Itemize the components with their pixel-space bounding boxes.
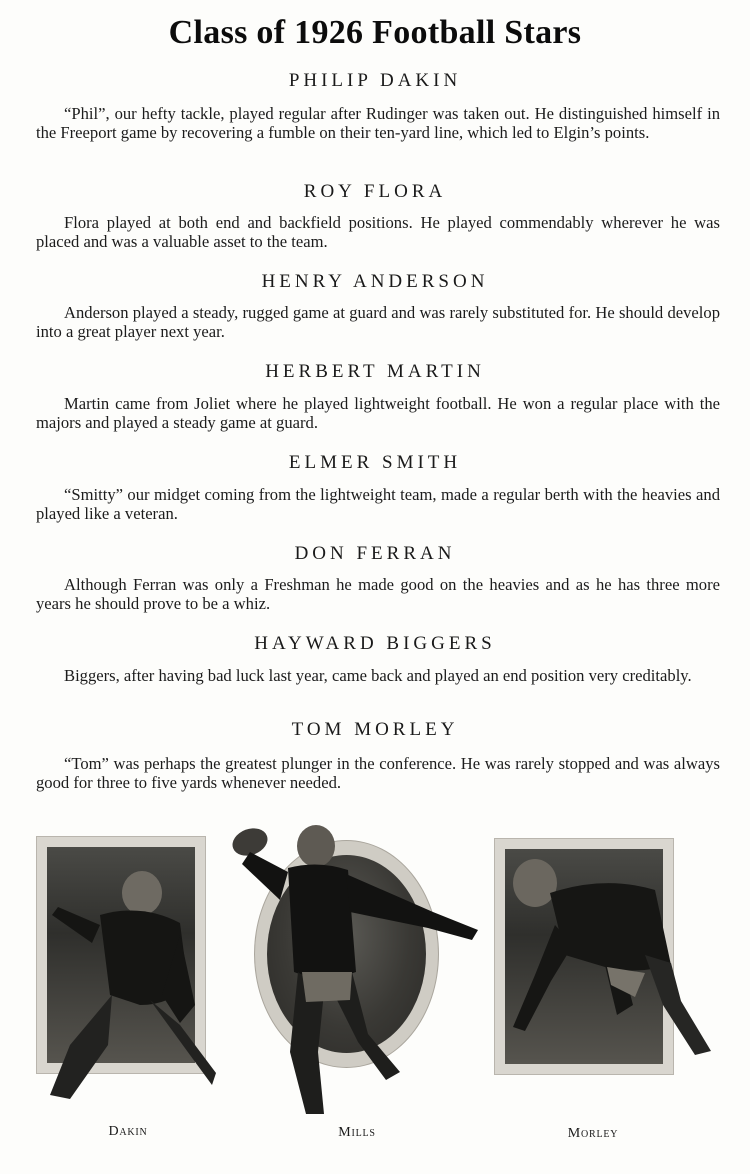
player-bio: Martin came from Joliet where he played lightweight football. He won a regular place with the majors and played a steady game at guard. — [36, 394, 720, 432]
player-bio: Flora played at both end and backfield positions. He played commendably wherever he was placed and was a valuable asset to the team. — [36, 213, 720, 251]
player-name: ELMER SMITH — [288, 452, 462, 473]
player-name: HERBERT MARTIN — [265, 361, 485, 382]
player-name: ROY FLORA — [303, 181, 447, 202]
player-bio: “Phil”, our hefty tackle, played regular after Rudinger was taken out. He distinguished himself in the Freeport game by recovering a fumble on their ten-yard line, which led to Elgin’s points. — [36, 104, 720, 142]
photo-caption-mills: Mills — [338, 1125, 376, 1140]
player-name: PHILIP DAKIN — [288, 70, 462, 91]
player-name: HAYWARD BIGGERS — [254, 633, 496, 654]
dakin-figure — [30, 855, 230, 1105]
morley-figure — [495, 845, 725, 1085]
player-bio: Biggers, after having bad luck last year, came back and played an end position very creditably. — [64, 666, 692, 685]
photo-caption-morley: Morley — [567, 1126, 619, 1141]
photo-caption-dakin: Dakin — [108, 1124, 148, 1139]
player-bio: “Smitty” our midget coming from the lightweight team, made a regular berth with the heavies and played like a veteran. — [36, 485, 720, 523]
player-bio: “Tom” was perhaps the greatest plunger in the conference. He was rarely stopped and was always good for three to five yards whenever needed. — [36, 754, 720, 792]
mills-figure — [228, 822, 488, 1117]
player-name: HENRY ANDERSON — [261, 271, 489, 292]
player-bio: Although Ferran was only a Freshman he made good on the heavies and as he has three more years he should prove to be a whiz. — [36, 575, 720, 613]
page-title: Class of 1926 Football Stars — [168, 14, 582, 51]
player-bio: Anderson played a steady, rugged game at guard and was rarely substituted for. He should develop into a great player next year. — [36, 303, 720, 341]
player-name: TOM MORLEY — [291, 719, 459, 740]
player-name: DON FERRAN — [294, 543, 456, 564]
